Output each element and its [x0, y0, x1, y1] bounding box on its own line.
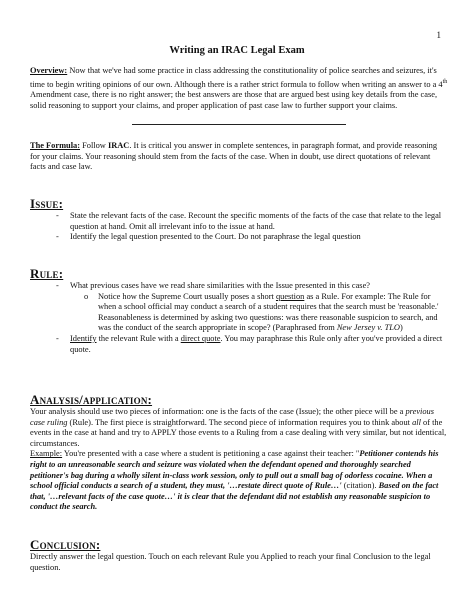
document-title: Writing an IRAC Legal Exam	[169, 45, 305, 56]
list-item: - Identify the legal question presented to the Court. Do not paraphrase the legal question	[56, 232, 361, 242]
formula-label: The Formula:	[30, 141, 81, 150]
list-item: - Identify the relevant Rule with a direct quote. You may paraphrase this Rule only after you've provided a direct quote.	[56, 333, 443, 354]
conclusion-heading: Conclusion:	[30, 537, 101, 552]
page-number: 1	[436, 30, 441, 40]
overview-text-b: Amendment case, there is no right answer; the best answers are those that are argued best using key details from the case, solid reasoning to support your claims, and proper application of past case law to further support your claims.	[30, 89, 438, 110]
rule-bullets	[56, 281, 448, 355]
list-item: o Notice how the Supreme Court usually poses a short question as a Rule. For example: The Rule for when a school official may conduct a search of a student requires that the search must be 'reasonable.' Reasonableness is determined by asking two questions: was there reasonable suspicion to search, and was the conduct of the search appropriate in scope? (Paraphrased from New Jersey v. TLO)	[84, 291, 439, 333]
issue-heading: Issue:	[30, 196, 64, 211]
formula-irac: IRAC	[107, 141, 130, 150]
formula-text-a: Follow	[80, 141, 108, 150]
overview-sup: th	[442, 78, 448, 85]
analysis-heading: Analysis/application:	[30, 392, 153, 407]
analysis-paragraph: Your analysis should use two pieces of information: one is the facts of the case (Issue); the other piece will be a previous case ruling (Rule). The first piece is straightforward. The second piece of information requires you to think about all of the events in the case at hand and try to APPLY those events to a Ruling from a case dealing with very similar, but not identical, circumstances. Example: You're presented with a case where a student is petitioning a case against their teacher: "Petitioner contends his right to an unreasonable search and seizure was violated when the defendant opened and thoroughly searched petitioner's bag during a wholly silent in-class work session, only to pull out a small bag of odorless cocaine. When a school official conducts a search of a student, they must, '…restate direct quote of Rule…' (citation). Based on the fact that, '…relevant facts of the case quote…' it is clear that the defendant did not establish any reasonable suspicion to conduct the search.	[30, 407, 447, 512]
example-label: Example:	[30, 449, 63, 459]
overview-paragraph	[30, 66, 448, 111]
issue-bullets	[56, 211, 448, 243]
example-quote: Petitioner contends his right to an unreasonable search and seizure was violated when the defendant opened and thoroughly searched petitioner's bag during a wholly silent in-class work session, only to pull out a small bag of odorless cocaine. When a school official conducts a search of a student, they must, '…restate direct quote of Rule…'	[30, 449, 439, 491]
list-item: - State the relevant facts of the case. Recount the specific moments of the facts of the case that relate to the legal question at hand. Omit all irrelevant info to the issue at hand.	[56, 211, 442, 231]
overview-label: Overview:	[30, 66, 68, 75]
rule-heading: Rule:	[30, 266, 64, 281]
conclusion-paragraph: Directly answer the legal question. Touch on each relevant Rule you Applied to reach your final Conclusion to the legal question.	[30, 552, 431, 572]
example-quote-2: Based on the fact that, '…relevant facts of the case quote…' it is clear that the defendant did not establish any reasonable suspicion to conduct the search.	[30, 481, 439, 512]
formula-text-b: . It is critical you answer in complete sentences, in paragraph format, and provide reasoning for your claims. Your reasoning should stem from the facts of the case. When in doubt, use direct quotations of relevant facts and case law.	[30, 141, 438, 172]
section-divider	[132, 124, 346, 125]
list-item: - What previous cases have we read share similarities with the Issue presented in this case? o Notice how the Supreme Court usually poses a short question as a Rule. For example: The Rule for when a school official may conduct a search of a student requires that the search must be 'reasonable.' Reasonableness is determined by asking two questions: was there reasonable suspicion to search, and was the conduct of the search appropriate in scope? (Paraphrased from New Jersey v. TLO)	[56, 281, 448, 334]
formula-paragraph	[30, 141, 448, 173]
overview-text-a: Now that we've had some practice in class addressing the constitutionality of police searches and seizures, it's time to begin writing opinions of our own. Although there is a rather strict formula to follow when writing an answer to a 4	[30, 66, 443, 89]
